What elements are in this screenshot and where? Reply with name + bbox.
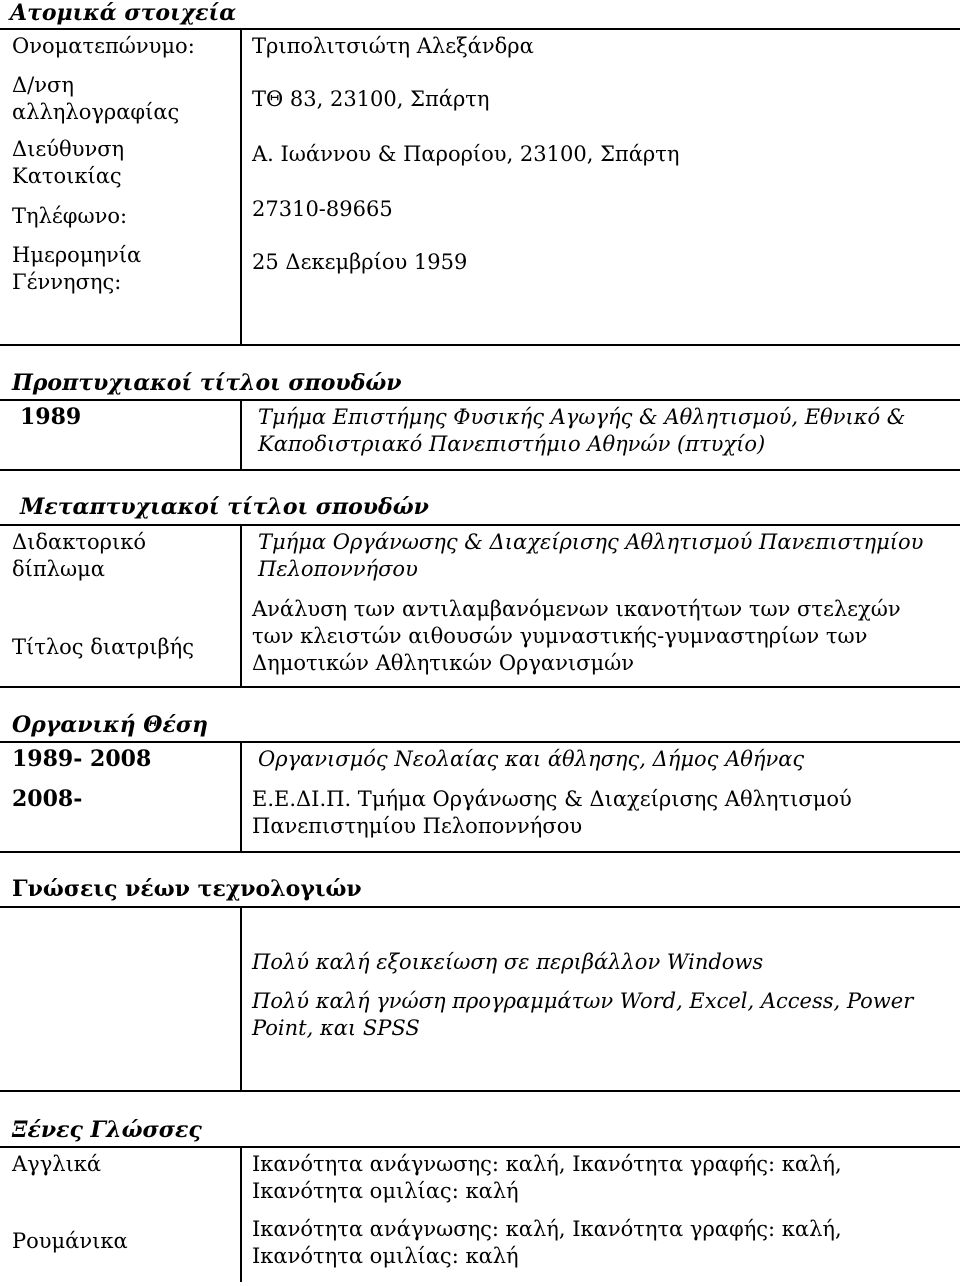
language-name: Αγγλικά bbox=[12, 1152, 102, 1176]
divider bbox=[0, 851, 960, 853]
phone-label: Τηλέφωνο: bbox=[12, 204, 128, 228]
divider bbox=[240, 1146, 242, 1282]
language-level: Ικανότητα ανάγνωσης: καλή, Ικανότητα γραφής: καλή, Ικανότητα ομιλίας: καλή bbox=[252, 1217, 842, 1268]
home-address-label: Διεύθυνση Κατοικίας bbox=[12, 137, 125, 188]
position-heading: Οργανική Θέση bbox=[12, 712, 209, 738]
divider bbox=[240, 524, 242, 688]
mail-address-label: Δ/νση αλληλογραφίας bbox=[12, 73, 180, 124]
phone-value: 27310-89665 bbox=[252, 197, 393, 221]
tech-heading: Γνώσεις νέων τεχνολογιών bbox=[12, 876, 362, 902]
thesis-label: Τίτλος διατριβής bbox=[12, 635, 194, 659]
divider bbox=[0, 906, 960, 908]
language-level: Ικανότητα ανάγνωσης: καλή, Ικανότητα γραφής: καλή, Ικανότητα ομιλίας: καλή bbox=[252, 1152, 842, 1203]
position-value: Οργανισμός Νεολαίας και άθλησης, Δήμος Αθήνας bbox=[258, 747, 805, 771]
divider bbox=[240, 28, 242, 346]
divider bbox=[240, 906, 242, 1092]
home-address-value: Α. Ιωάννου & Παρορίου, 23100, Σπάρτη bbox=[252, 142, 680, 166]
divider bbox=[240, 741, 242, 853]
divider bbox=[240, 399, 242, 471]
divider bbox=[0, 741, 960, 743]
thesis-value: Ανάλυση των αντιλαμβανόμενων ικανοτήτων των στελεχών των κλειστών αιθουσών γυμναστικής-γυμναστηρίων των Δημοτικών Αθλητικών Οργανισμών bbox=[252, 597, 901, 675]
divider bbox=[0, 469, 960, 471]
undergrad-description: Τμήμα Επιστήμης Φυσικής Αγωγής & Αθλητισμού, Εθνικό & Καποδιστριακό Πανεπιστήμιο Αθηνών (πτυχίο) bbox=[258, 405, 906, 456]
phd-label: Διδακτορικό δίπλωμα bbox=[12, 530, 146, 581]
position-period: 2008- bbox=[12, 786, 83, 812]
birth-date-value: 25 Δεκεμβρίου 1959 bbox=[252, 250, 468, 274]
name-label: Ονοματεπώνυμο: bbox=[12, 34, 195, 58]
language-name: Ρουμάνικα bbox=[12, 1229, 128, 1253]
undergrad-year: 1989 bbox=[20, 404, 82, 430]
postgrad-heading: Μεταπτυχιακοί τίτλοι σπουδών bbox=[20, 494, 429, 520]
tech-item: Πολύ καλή εξοικείωση σε περιβάλλον Windows bbox=[252, 950, 764, 974]
divider bbox=[0, 344, 960, 346]
birth-date-label: Ημερομηνία Γέννησης: bbox=[12, 243, 142, 294]
tech-item: Πολύ καλή γνώση προγραμμάτων Word, Excel, Access, Power Point, και SPSS bbox=[252, 989, 914, 1040]
undergrad-heading: Προπτυχιακοί τίτλοι σπουδών bbox=[12, 370, 402, 396]
name-value: Τριπολιτσιώτη Αλεξάνδρα bbox=[252, 34, 534, 58]
phd-value: Τμήμα Οργάνωσης & Διαχείρισης Αθλητισμού Πανεπιστημίου Πελοποννήσου bbox=[258, 530, 924, 581]
divider bbox=[0, 1146, 960, 1148]
personal-heading: Ατομικά στοιχεία bbox=[10, 0, 237, 26]
divider bbox=[0, 1090, 960, 1092]
position-period: 1989- 2008 bbox=[12, 746, 152, 772]
divider bbox=[0, 399, 960, 401]
divider bbox=[0, 686, 960, 688]
mail-address-value: ΤΘ 83, 23100, Σπάρτη bbox=[252, 87, 490, 111]
languages-heading: Ξένες Γλώσσες bbox=[12, 1117, 202, 1143]
divider bbox=[0, 28, 960, 30]
divider bbox=[0, 524, 960, 526]
position-value: Ε.Ε.ΔΙ.Π. Τμήμα Οργάνωσης & Διαχείρισης Αθλητισμού Πανεπιστημίου Πελοποννήσου bbox=[252, 787, 852, 838]
